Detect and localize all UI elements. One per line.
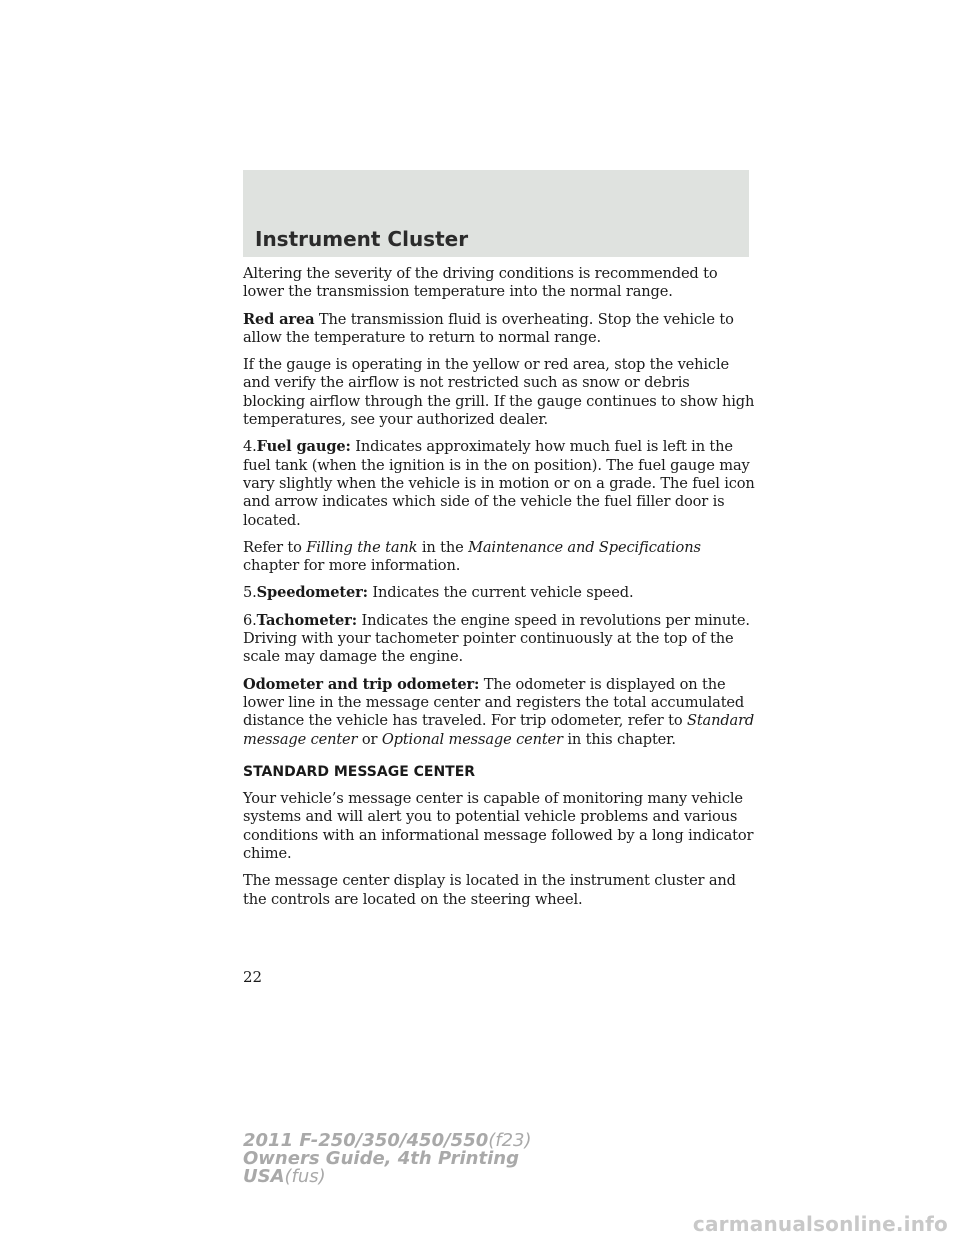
cross-reference: Maintenance and Specifications <box>468 538 701 556</box>
paragraph-refer: Refer to Filling the tank in the Maintenance and Specifications chapter for more information. <box>243 538 701 575</box>
term-label: Red area <box>243 310 315 328</box>
footer-line: Owners Guide, 4th Printing <box>243 1148 519 1169</box>
paragraph-speedometer: 5.Speedometer: Indicates the current vehicle speed. <box>243 584 634 602</box>
paragraph-tachometer: 6.Tachometer: Indicates the engine speed in revolutions per minute. Driving with your tachometer pointer continuously at the top of the scale may damage the engine. <box>243 611 750 666</box>
term-label: Speedometer: <box>256 584 368 602</box>
cross-reference: Filling the tank <box>306 538 418 556</box>
paragraph-red-area: Red area The transmission fluid is overheating. Stop the vehicle to allow the temperature to return to normal range. <box>243 310 734 346</box>
paragraph: Altering the severity of the driving conditions is recommended to lower the transmission temperature into the normal range. <box>243 265 718 301</box>
footer-line: 2011 F-250/350/450/550(f23) <box>243 1130 532 1151</box>
cross-reference: Standard message center <box>243 712 755 748</box>
term-label: Fuel gauge: <box>256 438 351 456</box>
paragraph: Your vehicle’s message center is capable of monitoring many vehicle systems and will alert you to potential vehicle problems and various conditions with an informational message followed by a long indicator chime. <box>243 790 754 863</box>
section-heading: STANDARD MESSAGE CENTER <box>243 763 476 780</box>
footer-line: USA(fus) <box>243 1166 326 1187</box>
chapter-title: Instrument Cluster <box>255 227 469 251</box>
watermark: carmanualsonline.info <box>692 1212 948 1236</box>
paragraph: The message center display is located in the instrument cluster and the controls are located on the steering wheel. <box>243 872 736 908</box>
paragraph-odometer: Odometer and trip odometer: The odometer is displayed on the lower line in the message center and registers the total accumulated distance the vehicle has traveled. For trip odometer, refer to Standard message center or Optional message center in this chapter. <box>243 675 755 748</box>
term-label: Tachometer: <box>256 611 357 629</box>
paragraph-fuel-gauge: 4.Fuel gauge: Indicates approximately how much fuel is left in the fuel tank (when the ignition is in the on position). The fuel gauge may vary slightly when the vehicle is in motion or on a grade. The fuel icon and arrow indicates which side of the vehicle the fuel filler door is located. <box>243 438 755 529</box>
cross-reference: Optional message center <box>381 730 563 748</box>
document-footer <box>243 1132 532 1186</box>
body-text <box>243 265 755 918</box>
paragraph: If the gauge is operating in the yellow or red area, stop the vehicle and verify the airflow is not restricted such as snow or debris blocking airflow through the grill. If the gauge continues to show high temperatures, see your authorized dealer. <box>243 356 755 429</box>
term-label: Odometer and trip odometer: <box>243 675 480 693</box>
page-number: 22 <box>243 968 263 986</box>
